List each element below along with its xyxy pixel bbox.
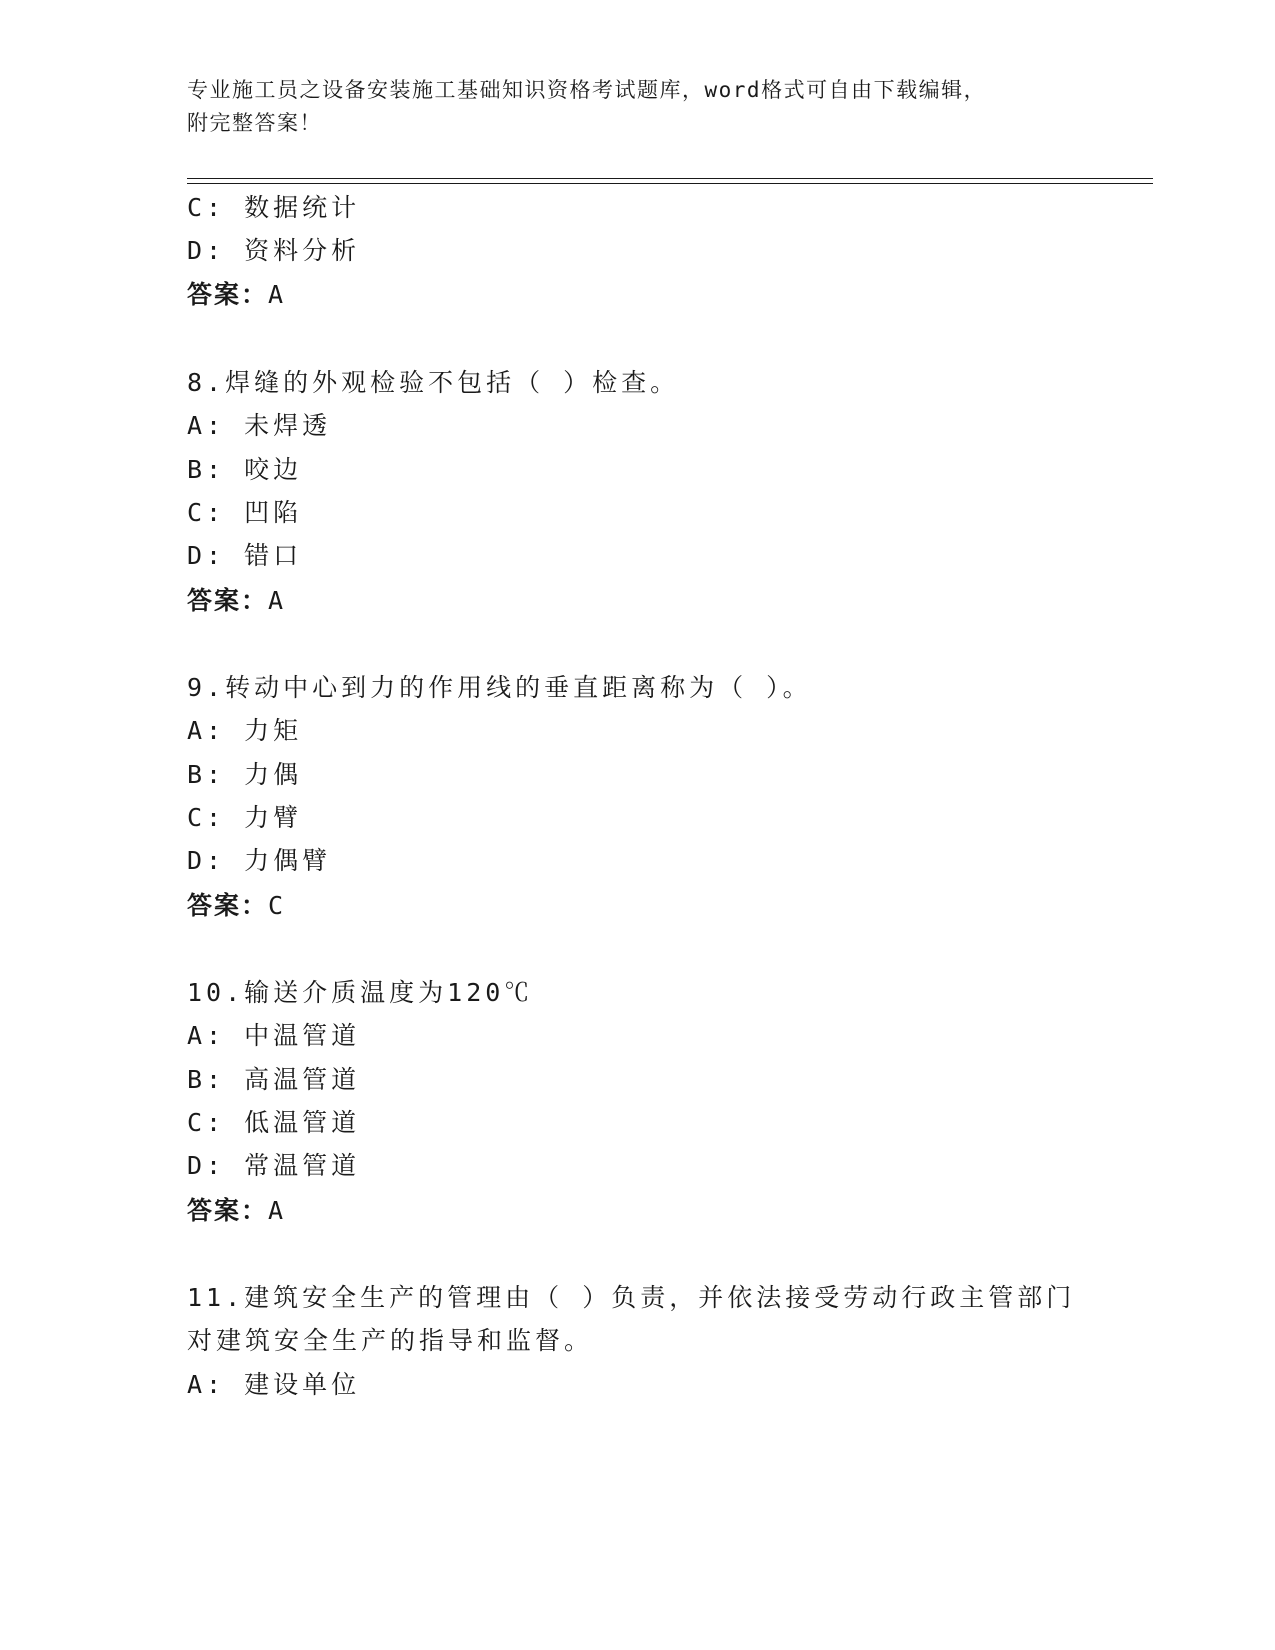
option-label: C: [187,498,226,527]
answer-line [187,586,285,616]
option-text: 中温管道 [244,1021,361,1050]
header-line-1: 专业施工员之设备安装施工基础知识资格考试题库，word格式可自由下载编辑， [187,78,987,102]
option-text: 未焊透 [244,411,332,440]
question-text: 焊缝的外观检验不包括（ ）检查。 [225,368,680,397]
option-a [187,1021,360,1051]
answer-value: A [268,280,286,309]
option-d [187,236,360,266]
option-d [187,1151,360,1181]
question-stem-11 [187,1283,1075,1313]
question-text: 转动中心到力的作用线的垂直距离称为（ ）。 [225,673,812,702]
question-number: 11. [187,1283,245,1312]
question-number: 9. [187,673,226,702]
answer-value: A [268,586,286,615]
option-text: 咬边 [244,455,303,484]
option-text: 力偶 [244,760,303,789]
option-d [187,541,302,571]
header-divider-top [187,178,1153,179]
answer-line [187,280,285,310]
option-text: 数据统计 [244,193,361,222]
option-text: 错口 [244,541,303,570]
answer-label: 答案： [187,891,269,920]
option-label: C: [187,803,226,832]
option-label: D: [187,236,226,265]
answer-line [187,891,285,921]
option-label: C: [187,1108,226,1137]
answer-value: A [268,1196,286,1225]
answer-line [187,1196,285,1226]
question-stem-9 [187,673,812,703]
answer-label: 答案： [187,1196,269,1225]
question-text: 对建筑安全生产的指导和监督。 [187,1326,594,1355]
option-a [187,411,331,441]
option-c [187,193,360,223]
option-text: 低温管道 [244,1108,361,1137]
option-text: 资料分析 [244,236,361,265]
question-text: 输送介质温度为120℃ [244,978,534,1007]
option-label: A: [187,1021,226,1050]
option-label: A: [187,1370,226,1399]
option-label: B: [187,760,226,789]
option-text: 力矩 [244,716,303,745]
question-stem-11-continued [187,1326,593,1356]
option-d [187,846,331,876]
option-label: B: [187,455,226,484]
option-text: 高温管道 [244,1065,361,1094]
answer-label: 答案： [187,280,269,309]
option-c [187,1108,360,1138]
option-label: C: [187,193,226,222]
header-divider-bottom [187,183,1153,184]
option-b [187,455,302,485]
option-c [187,498,302,528]
question-number: 10. [187,978,245,1007]
option-text: 力偶臂 [244,846,332,875]
option-text: 凹陷 [244,498,303,527]
option-text: 力臂 [244,803,303,832]
option-text: 常温管道 [244,1151,361,1180]
option-b [187,760,302,790]
question-stem-8 [187,368,679,398]
option-label: D: [187,541,226,570]
question-stem-10 [187,978,533,1008]
option-label: D: [187,1151,226,1180]
option-a [187,1370,360,1400]
option-c [187,803,302,833]
option-label: A: [187,716,226,745]
option-label: A: [187,411,226,440]
question-text: 建筑安全生产的管理由（ ）负责，并依法接受劳动行政主管部门 [244,1283,1076,1312]
answer-label: 答案： [187,586,269,615]
document-header [187,74,1087,140]
option-label: B: [187,1065,226,1094]
answer-value: C [268,891,286,920]
question-number: 8. [187,368,226,397]
option-label: D: [187,846,226,875]
option-b [187,1065,360,1095]
option-text: 建设单位 [244,1370,361,1399]
header-line-2: 附完整答案！ [187,111,322,135]
option-a [187,716,302,746]
